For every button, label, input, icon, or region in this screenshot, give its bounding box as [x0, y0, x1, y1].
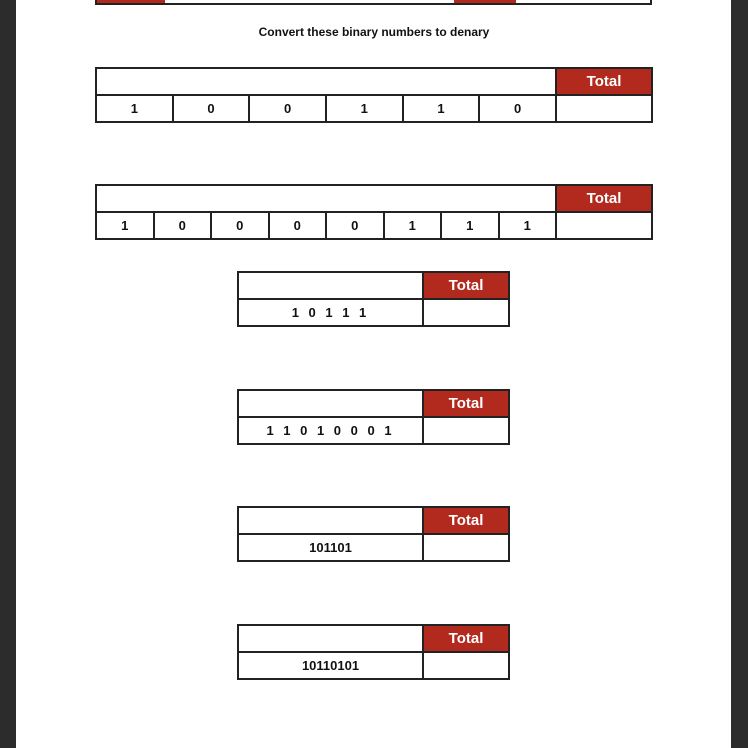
- total-header: Total: [423, 272, 509, 299]
- binary-table-4: [237, 389, 510, 445]
- total-answer-cell[interactable]: [423, 417, 509, 444]
- binary-table-6: [237, 624, 510, 680]
- place-value-row[interactable]: [96, 68, 556, 95]
- bit-cell: 0: [326, 212, 384, 239]
- working-cell[interactable]: [238, 272, 423, 299]
- total-header: Total: [556, 185, 652, 212]
- bit-cell: 0: [154, 212, 212, 239]
- binary-number: 1 1 0 1 0 0 0 1: [238, 417, 423, 444]
- binary-table-3: [237, 271, 510, 327]
- previous-table-edge: [95, 0, 652, 5]
- bit-cell: 0: [211, 212, 269, 239]
- total-answer-cell[interactable]: [556, 212, 652, 239]
- working-cell[interactable]: [238, 507, 423, 534]
- red-cell-fragment: [454, 0, 516, 3]
- binary-table-1: [95, 67, 653, 123]
- binary-number: 101101: [238, 534, 423, 561]
- total-answer-cell[interactable]: [423, 652, 509, 679]
- bit-cell: 1: [96, 95, 173, 122]
- working-cell[interactable]: [238, 390, 423, 417]
- bit-cell: 1: [403, 95, 480, 122]
- place-value-row[interactable]: [96, 185, 556, 212]
- binary-table-5: [237, 506, 510, 562]
- red-cell-fragment: [97, 0, 165, 3]
- bit-cell: 0: [269, 212, 327, 239]
- binary-number: 1 0 1 1 1: [238, 299, 423, 326]
- bit-cell: 1: [96, 212, 154, 239]
- binary-table-2: [95, 184, 653, 240]
- bit-cell: 1: [326, 95, 403, 122]
- total-answer-cell[interactable]: [423, 299, 509, 326]
- total-header: Total: [556, 68, 652, 95]
- bit-cell: 1: [499, 212, 557, 239]
- total-header: Total: [423, 507, 509, 534]
- bit-cell: 0: [249, 95, 326, 122]
- binary-number: 10110101: [238, 652, 423, 679]
- working-cell[interactable]: [238, 625, 423, 652]
- bit-cell: 1: [384, 212, 442, 239]
- total-header: Total: [423, 390, 509, 417]
- total-answer-cell[interactable]: [556, 95, 652, 122]
- bit-cell: 1: [441, 212, 499, 239]
- total-header: Total: [423, 625, 509, 652]
- total-answer-cell[interactable]: [423, 534, 509, 561]
- bit-cell: 0: [173, 95, 250, 122]
- page-title: Convert these binary numbers to denary: [258, 25, 490, 39]
- bit-cell: 0: [479, 95, 556, 122]
